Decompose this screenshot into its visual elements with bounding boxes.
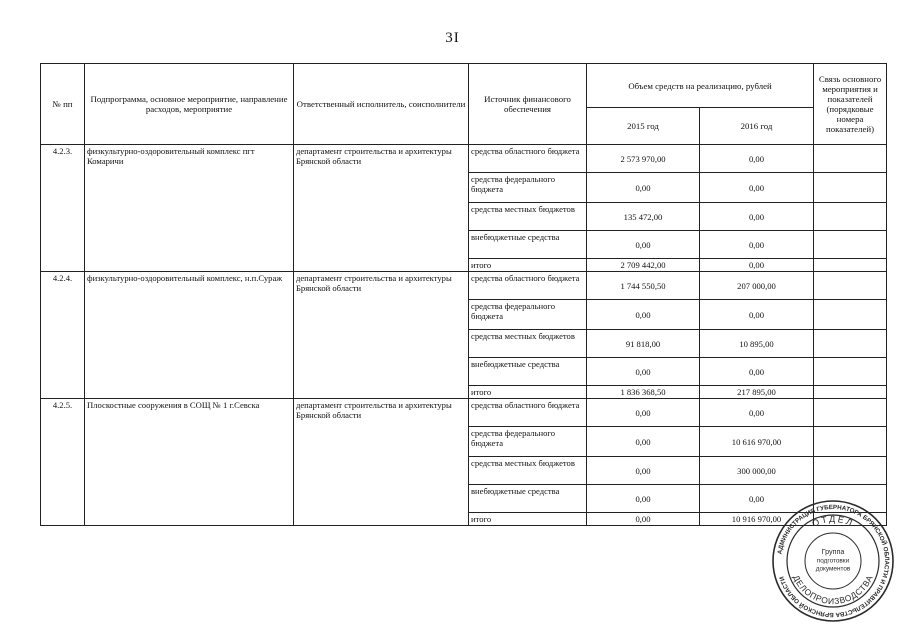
amount-2016: 0,00	[700, 358, 814, 386]
amount-2016: 10 916 970,00	[700, 513, 814, 526]
source-label: внебюджетные средства	[469, 231, 587, 259]
budget-table	[40, 63, 887, 526]
table-row	[41, 272, 887, 300]
indicator-link-cell	[814, 259, 887, 272]
source-label: внебюджетные средства	[469, 485, 587, 513]
header-name: Подпрограмма, основное мероприятие, направление расходов, мероприятие	[85, 64, 294, 145]
source-label: средства федерального бюджета	[469, 300, 587, 330]
amount-2016: 217 895,00	[700, 386, 814, 399]
indicator-link-cell	[814, 386, 887, 399]
amount-2015: 0,00	[587, 358, 700, 386]
indicator-link-cell	[814, 272, 887, 300]
amount-2015: 2 573 970,00	[587, 145, 700, 173]
item-name: физкультурно-оздоровительный комплекс пгт Комаричи	[85, 145, 294, 272]
total-label: итого	[469, 386, 587, 399]
source-label: средства федерального бюджета	[469, 427, 587, 457]
stamp-center-line-3: документов	[815, 565, 851, 573]
indicator-link-cell	[814, 203, 887, 231]
item-name: Плоскостные сооружения в СОЩ № 1 г.Севска	[85, 399, 294, 526]
amount-2016: 0,00	[700, 259, 814, 272]
indicator-link-cell	[814, 330, 887, 358]
amount-2015: 0,00	[587, 399, 700, 427]
amount-2015: 0,00	[587, 427, 700, 457]
stamp-center-line-1: Группа	[821, 547, 845, 556]
amount-2016: 0,00	[700, 145, 814, 173]
table-row	[41, 399, 887, 427]
source-label: средства областного бюджета	[469, 399, 587, 427]
item-executor: департамент строительства и архитектуры Брянской области	[294, 272, 469, 399]
amount-2015: 0,00	[587, 513, 700, 526]
total-label: итого	[469, 513, 587, 526]
source-label: средства местных бюджетов	[469, 457, 587, 485]
indicator-link-cell	[814, 231, 887, 259]
item-code: 4.2.4.	[41, 272, 85, 399]
amount-2015: 1 744 550,50	[587, 272, 700, 300]
item-executor: департамент строительства и архитектуры Брянской области	[294, 145, 469, 272]
item-code: 4.2.5.	[41, 399, 85, 526]
amount-2015: 0,00	[587, 485, 700, 513]
amount-2016: 0,00	[700, 203, 814, 231]
header-volume: Объем средств на реализацию, рублей	[587, 64, 814, 108]
source-label: внебюджетные средства	[469, 358, 587, 386]
source-label: средства местных бюджетов	[469, 203, 587, 231]
amount-2016: 0,00	[700, 173, 814, 203]
indicator-link-cell	[814, 427, 887, 457]
header-link: Связь основного мероприятия и показателей (порядковые номера показателей)	[814, 64, 887, 145]
amount-2015: 0,00	[587, 173, 700, 203]
amount-2016: 0,00	[700, 399, 814, 427]
indicator-link-cell	[814, 358, 887, 386]
office-stamp	[770, 498, 896, 624]
stamp-ring-text: АДМИНИСТРАЦИЯ ГУБЕРНАТОРА БРЯНСКОЙ ОБЛАСТИ И ПРАВИТЕЛЬСТВА БРЯНСКОЙ ОБЛАСТИ	[776, 503, 891, 619]
amount-2015: 2 709 442,00	[587, 259, 700, 272]
amount-2016: 0,00	[700, 300, 814, 330]
table-row	[41, 145, 887, 173]
page-number: 3I	[445, 30, 460, 46]
item-name: физкультурно-оздоровительный комплекс, н.п.Сураж	[85, 272, 294, 399]
source-label: средства областного бюджета	[469, 145, 587, 173]
amount-2015: 1 836 368,50	[587, 386, 700, 399]
header-year-2015: 2015 год	[587, 108, 700, 145]
indicator-link-cell	[814, 457, 887, 485]
amount-2016: 300 000,00	[700, 457, 814, 485]
source-label: средства местных бюджетов	[469, 330, 587, 358]
indicator-link-cell	[814, 399, 887, 427]
header-source: Источник финансового обеспечения	[469, 64, 587, 145]
amount-2016: 10 895,00	[700, 330, 814, 358]
amount-2016: 10 616 970,00	[700, 427, 814, 457]
indicator-link-cell	[814, 145, 887, 173]
stamp-dept-top: ОТДЕЛ	[810, 513, 856, 529]
item-code: 4.2.3.	[41, 145, 85, 272]
indicator-link-cell	[814, 300, 887, 330]
header-executor: Ответственный исполнитель, соисполнители	[294, 64, 469, 145]
stamp-center-line-2: подготовки	[816, 557, 850, 565]
stamp-dept-bottom: ДЕЛОПРОИЗВОДСТВА	[791, 573, 875, 607]
header-year-2016: 2016 год	[700, 108, 814, 145]
total-label: итого	[469, 259, 587, 272]
source-label: средства областного бюджета	[469, 272, 587, 300]
amount-2016: 0,00	[700, 485, 814, 513]
amount-2016: 207 000,00	[700, 272, 814, 300]
amount-2015: 0,00	[587, 457, 700, 485]
amount-2015: 0,00	[587, 231, 700, 259]
table-body	[41, 145, 887, 526]
amount-2015: 135 472,00	[587, 203, 700, 231]
source-label: средства федерального бюджета	[469, 173, 587, 203]
amount-2015: 0,00	[587, 300, 700, 330]
item-executor: департамент строительства и архитектуры Брянской области	[294, 399, 469, 526]
amount-2016: 0,00	[700, 231, 814, 259]
amount-2015: 91 818,00	[587, 330, 700, 358]
indicator-link-cell	[814, 173, 887, 203]
header-number: № пп	[41, 64, 85, 145]
